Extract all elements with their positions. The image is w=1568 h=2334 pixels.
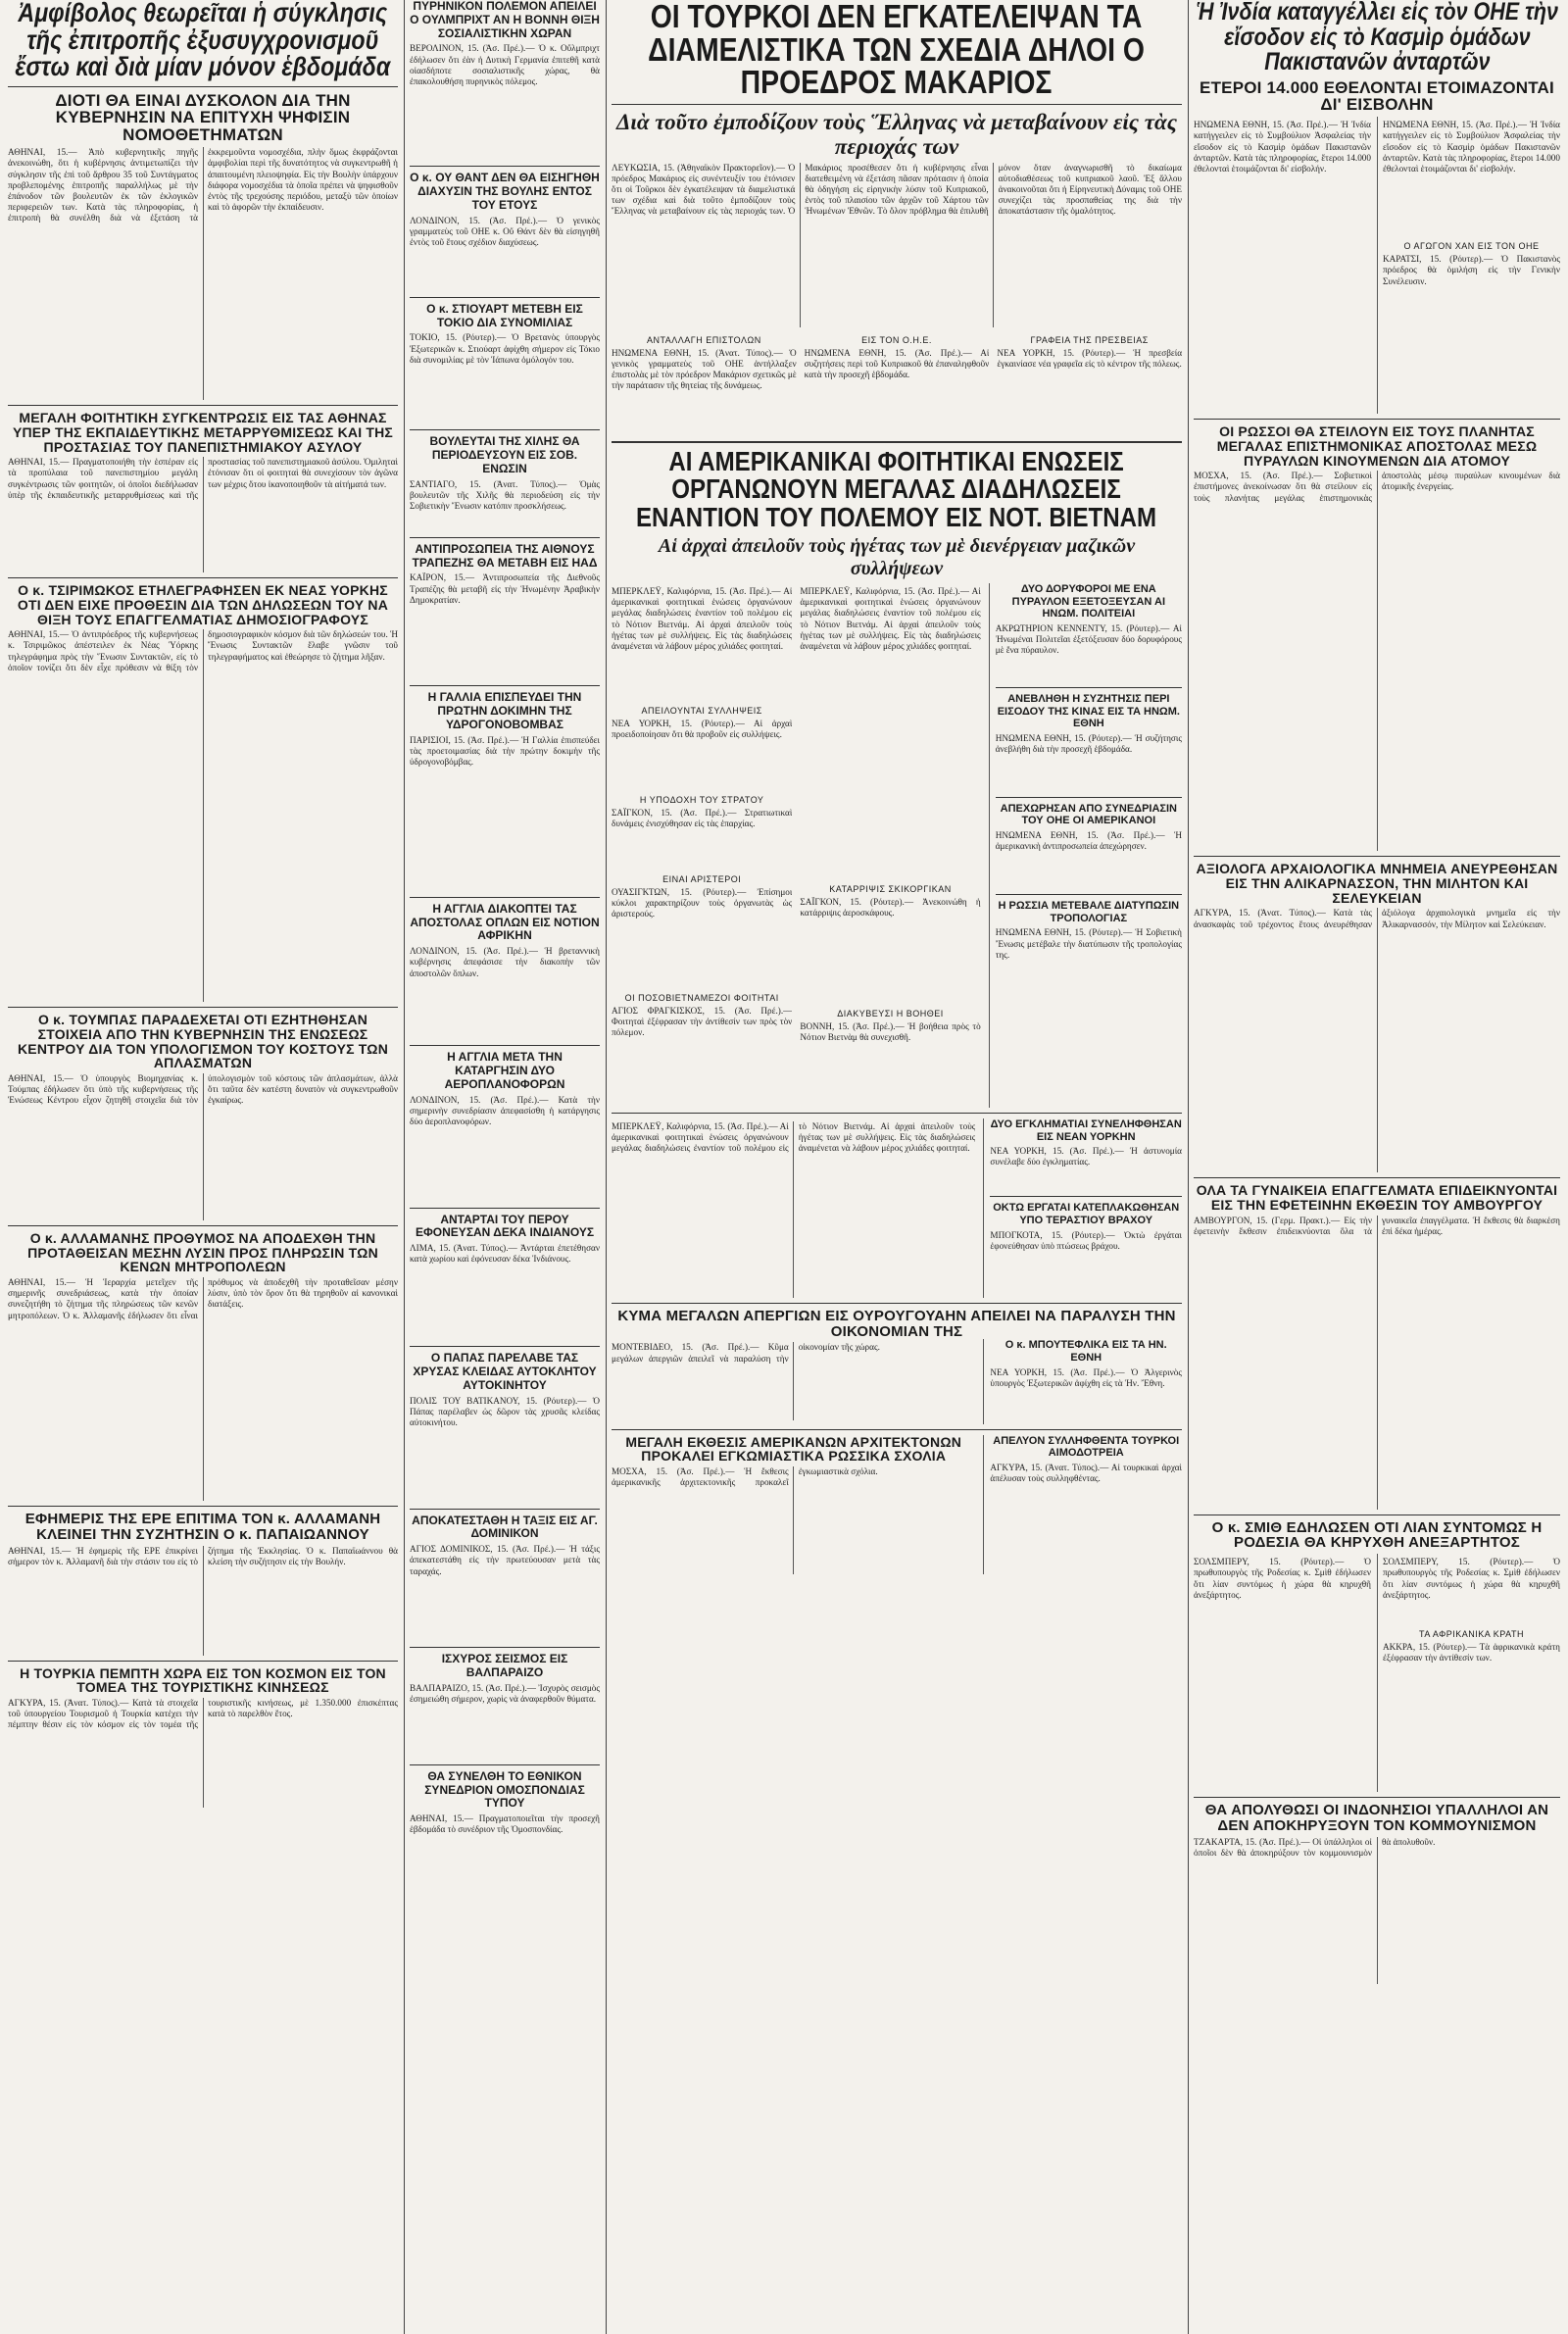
main-headline: ΟΙ ΤΟΥΡΚΟΙ ΔΕΝ ΕΓΚΑΤΕΛΕΙΨΑΝ ΤΑ ΔΙΑΜΕΛΙΣΤΙΚΑ ΤΩΝ ΣΧΕΔΙΑ ΔΗΛΟΙ Ο ΠΡΟΕΔΡΟΣ ΜΑΚΑΡΙΟΣ (648, 0, 1146, 101)
headline: ΑΠΕΧΩΡΗΣΑΝ ΑΠΟ ΣΥΝΕΔΡΙΑΣΙΝ ΤΟΥ ΟΗΕ ΟΙ ΑΜΕΡΙΚΑΝΟΙ (1000, 802, 1178, 827)
story-makarios (612, 0, 1182, 436)
article-body: ΝΕΑ ΥΟΡΚΗ, 15. (Ἀσ. Πρέ.).— Ἡ ἀστυνομία συνέλαβε δύο ἐγκληματίας. (990, 1146, 1182, 1167)
article-body: ΤΟΚΙΟ, 15. (Ρόυτερ).— Ὁ Βρετανὸς ὑπουργὸς Ἐξωτερικῶν κ. Στιούαρτ ἀφίχθη σήμερον εἰς Τόκιο διὰ συνομιλίας μὲ τὸν Ἰάπωνα ὁμόλογόν του. (410, 332, 600, 365)
main-subheadline: Διὰ τοῦτο ἐμποδίζουν τοὺς Ἕλληνας νὰ μεταβαίνουν εἰς τὰς περιοχάς των (616, 109, 1177, 160)
article-body: ΜΠΕΡΚΛΕΫ, Καλιφόρνια, 15. (Ἀσ. Πρέ.).— Αἱ ἀμερικανικαὶ φοιτητικαὶ ἑνώσεις ὀργανώνουν μεγάλας διαδηλώσεις ἐναντίον τοῦ πολέμου εἰς τὸ Νότιον Βιετνάμ. Αἱ ἀρχαὶ ἀπειλοῦν τοὺς ἡγέτας των μὲ συλλήψεις. Εἰς τὰς διαδηλώσεις ἀναμένεται νὰ λάβουν μέρος χιλιάδες φοιτηταί. (612, 585, 793, 651)
headline: Η ΡΩΣΣΙΑ ΜΕΤΕΒΑΛΕ ΔΙΑΤΥΠΩΣΙΝ ΤΡΟΠΟΛΟΓΙΑΣ (998, 900, 1180, 924)
headline: Η ΤΟΥΡΚΙΑ ΠΕΜΠΤΗ ΧΩΡΑ ΕΙΣ ΤΟΝ ΚΟΣΜΟΝ ΕΙΣ ΤΟΝ ΤΟΜΕΑ ΤΗΣ ΤΟΥΡΙΣΤΙΚΗΣ ΚΙΝΗΣΕΩΣ (20, 1664, 386, 1696)
article-body: ΝΕΑ ΥΟΡΚΗ, 15. (Ρόυτερ).— Ἡ πρεσβεία ἐγκαινίασε νέα γραφεῖα εἰς τὸ κέντρον τῆς πόλεως. (997, 347, 1183, 369)
subhead: ΑΠΕΙΛΟΥΝΤΑΙ ΣΥΛΛΗΨΕΙΣ (641, 705, 762, 716)
headline: ΕΦΗΜΕΡΙΣ ΤΗΣ ΕΡΕ ΕΠΙΤΙΜΑ ΤΟΝ κ. ΑΛΛΑΜΑΝΗ ΚΛΕΙΝΕΙ ΤΗΝ ΣΥΖΗΤΗΣΙΝ Ο κ. ΠΑΠΑΙΩΑΝΝΟΥ (24, 1511, 381, 1543)
subhead: ΕΙΣ ΤΟΝ Ο.Η.Ε. (861, 334, 932, 345)
headline: ΟΛΑ ΤΑ ΓΥΝΑΙΚΕΙΑ ΕΠΑΓΓΕΛΜΑΤΑ ΕΠΙΔΕΙΚΝΥΟΝΤΑΙ ΕΙΣ ΤΗΝ ΕΦΕΤΕΙΝΗΝ ΕΚΘΕΣΙΝ ΤΟΥ ΑΜΒΟΥΡΓΟΥ (1196, 1182, 1558, 1213)
article-body: ΟΥΑΣΙΓΚΤΩΝ, 15. (Ρόυτερ).— Ἐπίσημοι κύκλοι χαρακτηρίζουν τοὺς ὀργανωτὰς ὡς ἀριστερούς. (612, 886, 793, 919)
article-body: ΜΟΣΧΑ, 15. (Ἀσ. Πρέ.).— Ἡ ἔκθεσις ἀμερικανικῆς ἀρχιτεκτονικῆς προκαλεῖ ἐγκωμιαστικὰ σχόλια. (612, 1466, 878, 1488)
story-turkey-tourism (8, 1666, 398, 1808)
headline: ΔΥΟ ΔΟΡΥΦΟΡΟΙ ΜΕ ΕΝΑ ΠΥΡΑΥΛΟΝ ΕΞΕΤΟΞΕΥΣΑΝ ΑΙ ΗΝΩΜ. ΠΟΛΙΤΕΙΑΙ (1011, 582, 1166, 621)
story-committee (8, 0, 398, 400)
article-body: ΜΠΕΡΚΛΕΫ, Καλιφόρνια, 15. (Ἀσ. Πρέ.).— Αἱ ἀμερικανικαὶ φοιτητικαὶ ἑνώσεις ὀργανώνουν μεγάλας διαδηλώσεις ἐναντίον τοῦ πολέμου εἰς τὸ Νότιον Βιετνάμ. Αἱ ἀρχαὶ ἀπειλοῦν τοὺς ἡγέτας των μὲ συλλήψεις. Εἰς τὰς διαδηλώσεις ἀναμένεται νὰ λάβουν μέρος χιλιάδες φοιτηταί. (800, 585, 981, 651)
headline: Ο κ. ΜΠΟΥΤΕΦΛΙΚΑ ΕΙΣ ΤΑ ΗΝ. ΕΘΝΗ (1004, 1339, 1167, 1365)
article-body: ΑΓΚΥΡΑ, 15. (Ἀνατ. Τύπος).— Αἱ τουρκικαὶ ἀρχαὶ ἀπέλυσαν τοὺς συλληφθέντας. (990, 1463, 1182, 1484)
story-students (8, 411, 398, 572)
article-body: ΛΟΝΔΙΝΟΝ, 15. (Ἀσ. Πρέ.).— Ὁ γενικὸς γραμματεὺς τοῦ ΟΗΕ κ. Οὔ Θάντ δὲν θὰ εἰσηγηθῆ ἐντὸς τοῦ ἔτους σχέδιον διαχύσεως. (410, 215, 600, 248)
article-body: ΣΑΪΓΚΟΝ, 15. (Ρόυτερ).— Ἀνεκοινώθη ἡ κατάρριψις ἀεροσκάφους. (800, 896, 981, 919)
article-body: ΗΝΩΜΕΝΑ ΕΘΝΗ, 15. (Ἀσ. Πρέ.).— Ἡ ἀμερικανικὴ ἀντιπροσωπεία ἀπεχώρησεν. (995, 830, 1182, 852)
story-dominican (410, 1515, 600, 1643)
column-rule (606, 0, 607, 2334)
article-body: ΜΟΝΤΕΒΙΔΕΟ, 15. (Ἀσ. Πρέ.).— Κῦμα μεγάλων ἀπεργιῶν ἀπειλεῖ νὰ παραλύση τὴν οἰκονομίαν τῆς χώρας. (612, 1342, 880, 1364)
subheadline: ΕΤΕΡΟΙ 14.000 ΕΘΕΛΟΝΤΑΙ ΕΤΟΙΜΑΖΟΝΤΑΙ ΔΙ' ΕΙΣΒΟΛΗΝ (1200, 77, 1554, 115)
article-body: ΜΠΕΡΚΛΕΫ, Καλιφόρνια, 15. (Ἀσ. Πρέ.).— Αἱ ἀμερικανικαὶ φοιτητικαὶ ἑνώσεις ὀργανώνουν μεγάλας διαδηλώσεις ἐναντίον τοῦ πολέμου εἰς τὸ Νότιον Βιετνάμ. Αἱ ἀρχαὶ ἀπειλοῦν τοὺς ἡγέτας των μὲ συλλήψεις. Εἰς τὰς διαδηλώσεις ἀναμένεται νὰ λάβουν μέρος χιλιάδες φοιτηταί. (612, 1120, 976, 1154)
article-body: ΣΑΝΤΙΑΓΟ, 15. (Ἀνατ. Τύπος).— Ὁμὰς βουλευτῶν τῆς Χιλῆς θὰ περιοδεύση εἰς τὴν Σοβιετικὴν Ἕνωσιν κατόπιν προσκλήσεως. (410, 478, 600, 512)
headline: ΑΝΕΒΛΗΘΗ Η ΣΥΖΗΤΗΣΙΣ ΠΕΡΙ ΕΙΣΟΔΟΥ ΤΗΣ ΚΙΝΑΣ ΕΙΣ ΤΑ ΗΝΩΜ. ΕΘΝΗ (997, 692, 1180, 730)
story-toumbas (8, 1013, 398, 1220)
subheadline: Αἱ ἀρχαὶ ἀπειλοῦν τοὺς ἡγέτας των μὲ διενέργειαν μαζικῶν συλλήψεων (658, 535, 1136, 579)
headline: Ο κ. ΣΜΙΘ ΕΔΗΛΩΣΕΝ ΟΤΙ ΛΙΑΝ ΣΥΝΤΟΜΩΣ Η ΡΟΔΕΣΙΑ ΘΑ ΚΗΡΥΧΘΗ ΑΝΕΞΑΡΤΗΤΟΣ (1211, 1518, 1543, 1552)
headline: ΚΥΜΑ ΜΕΓΑΛΩΝ ΑΠΕΡΓΙΩΝ ΕΙΣ ΟΥΡΟΥΓΟΥΑΗΝ ΑΠΕΙΛΕΙ ΝΑ ΠΑΡΑΛΥΣΗ ΤΗΝ ΟΙΚΟΝΟΜΙΑΝ ΤΗΣ (617, 1307, 1176, 1340)
article-body: ΑΘΗΝΑΙ, 15.— Πραγματοποιεῖται τὴν προσεχῆ ἑβδομάδα τὸ συνέδριον τῆς Ὁμοσπονδίας. (410, 1813, 600, 1835)
headline: ΑΝΤΙΠΡΟΣΩΠΕΙΑ ΤΗΣ ΑΙΘΝΟΥΣ ΤΡΑΠΕΖΗΣ ΘΑ ΜΕΤΑΒΗ ΕΙΣ ΗΑΔ (412, 541, 598, 570)
story-france-hbomb (410, 691, 600, 891)
story-hamburg (1194, 1183, 1560, 1509)
article-body: ΑΚΡΩΤΗΡΙΟΝ ΚΕΝΝΕΝΤΥ, 15. (Ρόυτερ).— Αἱ Ἡνωμέναι Πολιτεῖαι ἐξετόξευσαν δύο δορυφόρους μὲ ἕνα πύραυλον. (995, 622, 1182, 656)
subhead: ΓΡΑΦΕΙΑ ΤΗΣ ΠΡΕΣΒΕΙΑΣ (1030, 334, 1149, 345)
headline: ΙΣΧΥΡΟΣ ΣΕΙΣΜΟΣ ΕΙΣ ΒΑΛΠΑΡΑΙΖΟ (441, 1652, 568, 1679)
article-body: ΗΝΩΜΕΝΑ ΕΘΝΗ, 15. (Ἀσ. Πρέ.).— Ἡ Ἰνδία κατήγγειλεν εἰς τὸ Συμβούλιον Ἀσφαλείας τὴν εἴσοδον εἰς τὸ Κασμὶρ ὁμάδων Πακιστανῶν ἀνταρτῶν. Κατὰ τὰς πληροφορίας, ἕτεροι 14.000 ἐθελονταὶ ἑτοιμάζονται δι' εἰσβολήν. (1194, 120, 1371, 174)
article-body: ΝΕΑ ΥΟΡΚΗ, 15. (Ρόυτερ).— Αἱ ἀρχαὶ προειδοποίησαν ὅτι θὰ προβοῦν εἰς συλλήψεις. (612, 718, 793, 740)
story-uthant (410, 172, 600, 291)
article-body: ΜΟΣΧΑ, 15. (Ἀσ. Πρέ.).— Σοβιετικοὶ ἐπιστήμονες ἀνεκοίνωσαν ὅτι θὰ στείλουν εἰς τοὺς πλανήτας μεγάλας ἐπιστημονικὰς ἀποστολὰς μέσῳ πυραύλων κινουμένων διὰ ἀτομικῆς ἐνεργείας. (1194, 471, 1560, 503)
article-body: ΣΟΛΣΜΠΕΡΥ, 15. (Ρόυτερ).— Ὁ πρωθυπουργὸς τῆς Ροδεσίας κ. Σμὶθ ἐδήλωσεν ὅτι λίαν συντόμως ἡ χώρα θὰ κηρυχθῆ ἀνεξάρτητος. (1383, 1557, 1560, 1600)
article-body: ΗΝΩΜΕΝΑ ΕΘΝΗ, 15. (Ρόυτερ).— Ἡ συζήτησις ἀνεβλήθη διὰ τὴν προσεχῆ ἑβδομάδα. (995, 732, 1182, 755)
headline: ΜΕΓΑΛΗ ΦΟΙΤΗΤΙΚΗ ΣΥΓΚΕΝΤΡΩΣΙΣ ΕΙΣ ΤΑΣ ΑΘΗΝΑΣ ΥΠΕΡ ΤΗΣ ΕΚΠΑΙΔΕΥΤΙΚΗΣ ΜΕΤΑΡΡΥΘΜΙΣΕΩΣ ΚΑΙ ΤΗΣ ΠΡΟΣΤΑΣΙΑΣ ΤΟΥ ΠΑΝΕΠΙΣΤΗΜΙΑΚΟΥ ΑΣΥΛΟΥ (12, 410, 394, 455)
story-allamanis (8, 1231, 398, 1501)
headline: ΟΙ ΡΩΣΣΟΙ ΘΑ ΣΤΕΙΛΟΥΝ ΕΙΣ ΤΟΥΣ ΠΛΑΝΗΤΑΣ ΜΕΓΑΛΑΣ ΕΠΙΣΤΗΜΟΝΙΚΑΣ ΑΠΟΣΤΟΛΑΣ ΜΕΣΩ ΠΥΡΑΥΛΩΝ ΚΙΝΟΥΜΕΝΩΝ ΔΙΑ ΑΤΟΜΟΥ (1216, 423, 1538, 469)
headline: Ο ΠΑΠΑΣ ΠΑΡΕΛΑΒΕ ΤΑΣ ΧΡΥΣΑΣ ΚΛΕΙΔΑΣ ΑΥΤΟΚΛΗΤΟΥ ΑΥΤΟΚΙΝΗΤΟΥ (413, 1351, 597, 1392)
article-body: ΛΙΜΑ, 15. (Ἀνατ. Τύπος).— Ἀντάρται ἐπετέθησαν κατὰ χωρίου καὶ ἐφόνευσαν δέκα Ἰνδιάνους. (410, 1243, 600, 1265)
center-column (612, 0, 1182, 2334)
story-us-students (612, 445, 1182, 1108)
headline: Ἀμφίβολος θεωρεῖται ἡ σύγκλησις τῆς ἐπιτροπῆς ἐξυσυγχρονισμοῦ ἔστω καὶ διὰ μίαν μόνον ἑβδομάδα (15, 0, 391, 82)
mid-left-column (410, 0, 600, 2334)
headline: ΘΑ ΣΥΝΕΛΘΗ ΤΟ ΕΘΝΙΚΟΝ ΣΥΝΕΔΡΙΟΝ ΟΜΟΣΠΟΝΔΙΑΣ ΤΥΠΟΥ (424, 1768, 585, 1811)
story-tsirimokos (8, 583, 398, 1002)
article-body: ΗΝΩΜΕΝΑ ΕΘΝΗ, 15. (Ἀσ. Πρέ.).— Αἱ συζητήσεις περὶ τοῦ Κυπριακοῦ θὰ ἐπαναληφθοῦν κατὰ τὴν προσεχῆ ἑβδομάδα. (804, 347, 990, 379)
headline: ΒΟΥΛΕΥΤΑΙ ΤΗΣ ΧΙΛΗΣ ΘΑ ΠΕΡΙΟΔΕΥΣΟΥΝ ΕΙΣ ΣΟΒ. ΕΝΩΣΙΝ (429, 434, 580, 475)
headline: Η ΑΓΓΛΙΑ ΜΕΤΑ ΤΗΝ ΚΑΤΑΡΓΗΣΙΝ ΔΥΟ ΑΕΡΟΠΛΑΝΟΦΟΡΩΝ (444, 1050, 565, 1091)
article-body: ΜΠΟΓΚΟΤΑ, 15. (Ρόυτερ).— Ὀκτὼ ἐργάται ἐφονεύθησαν ὑπὸ πτώσεως βράχου. (990, 1229, 1182, 1251)
box-un (805, 331, 990, 436)
article-body: ΛΟΝΔΙΝΟΝ, 15. (Ἀσ. Πρέ.).— Κατὰ τὴν σημερινὴν συνεδρίασιν ἀπεφασίσθη ἡ κατάργησις δύο ἀεροπλανοφόρων. (410, 1094, 600, 1126)
subhead: ΟΙ ΠΟΣΟΒΙΕΤΝΑΜΕΖΟΙ ΦΟΙΤΗΤΑΙ (624, 992, 779, 1003)
article-body: ΑΓΚΥΡΑ, 15. (Ἀνατ. Τύπος).— Κατὰ τὰ στοιχεῖα τοῦ ὑπουργείου Τουρισμοῦ ἡ Τουρκία κατέχει τὴν πέμπτην θέσιν εἰς τὸν κόσμον εἰς τὸν τομέα τῆς τουριστικῆς κινήσεως, μὲ 1.350.000 ἐπισκέπτας κατὰ τὸ παρελθὸν ἔτος. (8, 1697, 398, 1730)
article-body: ΣΑΪΓΚΟΝ, 15. (Ἀσ. Πρέ.).— Στρατιωτικαὶ δυνάμεις ἐνισχύθησαν εἰς τὰς ἐπαρχίας. (612, 807, 793, 829)
headline: Η ΑΓΓΛΙΑ ΔΙΑΚΟΠΤΕΙ ΤΑΣ ΑΠΟΣΤΟΛΑΣ ΟΠΛΩΝ ΕΙΣ ΝΟΤΙΟΝ ΑΦΡΙΚΗΝ (410, 901, 600, 943)
headline: ΑΠΕΛΥΟΝ ΣΥΛΛΗΦΘΕΝΤΑ ΤΟΥΡΚΟΙ ΑΙΜΟΔΟΤΡΕΙΑ (993, 1434, 1180, 1460)
story-chile (410, 435, 600, 531)
article-body: ΗΝΩΜΕΝΑ ΕΘΝΗ, 15. (Ἀσ. Πρέ.).— Ἡ Ἰνδία κατήγγειλεν εἰς τὸ Συμβούλιον Ἀσφαλείας τὴν εἴσοδον εἰς τὸ Κασμὶρ ὁμάδων Πακιστανῶν ἀνταρτῶν. Κατὰ τὰς πληροφορίας, ἕτεροι 14.000 ἐθελονταὶ ἑτοιμάζονται δι' εἰσβολήν. (1383, 120, 1560, 174)
right-column (1194, 0, 1560, 2334)
story-india-kashmir (1194, 0, 1560, 414)
headline: Η ΓΑΛΛΙΑ ΕΠΙΣΠΕΥΔΕΙ ΤΗΝ ΠΡΩΤΗΝ ΔΟΚΙΜΗΝ ΤΗΣ ΥΔΡΟΓΟΝΟΒΟΜΒΑΣ (427, 690, 582, 731)
article-body: ΗΝΩΜΕΝΑ ΕΘΝΗ, 15. (Ἀνατ. Τύπος).— Ὁ γενικὸς γραμματεὺς τοῦ ΟΗΕ ἀντήλλαξεν ἐπιστολὰς μὲ τὸν πρόεδρον Μακάριον σχετικῶς μὲ τὴν παράτασιν τῆς θητείας τῆς δυνάμεως. (612, 347, 797, 391)
headline: Ο κ. ΤΣΙΡΙΜΩΚΟΣ ΕΤΗΛΕΓΡΑΦΗΣΕΝ ΕΚ ΝΕΑΣ ΥΟΡΚΗΣ ΟΤΙ ΔΕΝ ΕΙΧΕ ΠΡΟΘΕΣΙΝ ΔΙΑ ΤΩΝ ΔΗΛΩΣΕΩΝ ΤΟΥ ΝΑ ΘΙΞΗ ΤΟΥΣ ΕΠΑΓΓΕΛΜΑΤΙΑΣ ΔΗΜΟΣΙΟΓΡΑΦΟΥΣ (17, 582, 389, 627)
article-body: ΑΘΗΝΑΙ, 15.— Ἡ Ἱεραρχία μετεῖχεν τῆς σημερινῆς συνεδριάσεως, κατὰ τὴν ὁποίαν συνεζητήθη τὸ ζήτημα τῆς πληρώσεως τῶν κενῶν μητροπόλεων. Ὁ κ. Ἀλλαμανῆς ἐδήλωσεν ὅτι εἶναι πρόθυμος νὰ ἀποδεχθῆ τὴν προταθεῖσαν μέσην λύσιν, ὑπὸ τὸν ὅρον ὅτι θὰ τηρηθοῦν αἱ κανονικαὶ διατάξεις. (8, 1277, 398, 1320)
subheadline: ΔΙΟΤΙ ΘΑ ΕΙΝΑΙ ΔΥΣΚΟΛΟΝ ΔΙΑ ΤΗΝ ΚΥΒΕΡΝΗΣΙΝ ΝΑ ΕΠΙΤΥΧΗ ΨΗΦΙΣΙΝ ΝΟΜΟΘΕΤΗΜΑΤΩΝ (55, 90, 351, 145)
headline: ΠΥΡΗΝΙΚΟΝ ΠΟΛΕΜΟΝ ΑΠΕΙΛΕΙ Ο ΟΥΛΜΠΡΙΧΤ ΑΝ Η ΒΟΝΝΗ ΘΙΞΗ ΣΟΣΙΑΛΙΣΤΙΚΗΝ ΧΩΡΑΝ (410, 0, 600, 40)
headline: ΑΙ ΑΜΕΡΙΚΑΝΙΚΑΙ ΦΟΙΤΗΤΙΚΑΙ ΕΝΩΣΕΙΣ ΟΡΓΑΝΩΝΟΥΝ ΜΕΓΑΛΑΣ ΔΙΑΔΗΛΩΣΕΙΣ ΕΝΑΝΤΙΟΝ ΤΟΥ ΠΟΛΕΜΟΥ ΕΙΣ ΝΟΤ. ΒΙΕΤΝΑΜ (636, 445, 1157, 532)
story-uk-arms (410, 903, 600, 1040)
column-rule (404, 0, 405, 2334)
story-stewart (410, 303, 600, 425)
box-embassy (997, 331, 1182, 436)
article-body: ΚΑΪΡΟΝ, 15.— Ἀντιπροσωπεία τῆς Διεθνοῦς Τραπέζης θὰ μεταβῆ εἰς τὴν Ἡνωμένην Ἀραβικὴν Δημοκρατίαν. (410, 572, 600, 605)
article-body: ΑΓΙΟΣ ΔΟΜΙΝΙΚΟΣ, 15. (Ἀσ. Πρέ.).— Ἡ τάξις ἀπεκατεστάθη εἰς τὴν πρωτεύουσαν μετὰ τὰς ταραχάς. (410, 1544, 600, 1576)
story-uruguay (612, 1309, 1182, 1424)
subhead: ΕΙΝΑΙ ΑΡΙΣΤΕΡΟΙ (662, 873, 742, 884)
story-soviet-planets (1194, 424, 1560, 851)
story-peru (410, 1214, 600, 1342)
article-body: ΑΘΗΝΑΙ, 15.— Ἀπὸ κυβερνητικῆς πηγῆς ἀνεκοινώθη, ὅτι ἡ κυβέρνησις ἀντιμετωπίζει τὴν σύγκλησιν τῆς ἐπὶ τοῦ ἄρθρου 35 τοῦ Συντάγματος προβλεπομένης ἐπιτροπῆς παραλλήλως μὲ τὴν ἐπάνοδον τῶν βουλευτῶν ἐκ τῶν ἐκλογικῶν περιφερειῶν των. Κατὰ τὰς πληροφορίας, ἡ ἐπιτροπὴ θὰ συνέλθη διὰ νὰ ἐξετάση τὰ ἐκκρεμοῦντα νομοσχέδια, πλὴν ὅμως ἐκφράζονται ἀμφιβολίαι περὶ τῆς δυνατότητος νὰ συγκεντρωθῆ ἡ ἀπαιτουμένη πλειοψηφία. Εἰς τὴν Βουλὴν ὑπάρχουν διάφορα νομοσχέδια τὰ ὁποῖα πρέπει νὰ ψηφισθοῦν ἐντὸς τῆς τρεχούσης περιόδου, μεταξὺ τῶν ὁποίων καὶ τὸ ἀφορῶν τὴν ἐκπαίδευσιν. (8, 147, 398, 223)
article-body: ΤΖΑΚΑΡΤΑ, 15. (Ἀσ. Πρέ.).— Οἱ ὑπάλληλοι οἱ ὁποῖοι δὲν θὰ ἀποκηρύξουν τὸν κομμουνισμὸν θὰ ἀπολυθοῦν. (1194, 1836, 1436, 1858)
article-body: ΒΑΛΠΑΡΑΙΖΟ, 15. (Ἀσ. Πρέ.).— Ἰσχυρὸς σεισμὸς ἐσημειώθη σήμερον, χωρὶς νὰ ἀναφερθοῦν θύματα. (410, 1682, 600, 1704)
subhead: ΑΝΤΑΛΛΑΓΗ ΕΠΙΣΤΟΛΩΝ (646, 334, 761, 345)
story-press-congress (410, 1770, 600, 1882)
headline: Ο κ. ΤΟΥΜΠΑΣ ΠΑΡΑΔΕΧΕΤΑΙ ΟΤΙ ΕΖΗΤΗΘΗΣΑΝ ΣΤΟΙΧΕΙΑ ΑΠΟ ΤΗΝ ΚΥΒΕΡΝΗΣΙΝ ΤΗΣ ΕΝΩΣΕΩΣ ΚΕΝΤΡΟΥ ΔΙΑ ΤΟΝ ΥΠΟΛΟΓΙΣΜΟΝ ΤΟΥ ΚΟΣΤΟΥΣ ΤΩΝ ΑΠΛΑΣΜΑΤΩΝ (17, 1012, 389, 1071)
article-body: ΑΘΗΝΑΙ, 15.— Ὁ ἀντιπρόεδρος τῆς κυβερνήσεως κ. Τσιριμῶκος ἀπέστειλεν ἐκ Νέας Ὑόρκης τηλεγράφημα πρὸς τὴν Ἕνωσιν Συντακτῶν, εἰς τὸ ὁποῖον τονίζει ὅτι δὲν εἶχε πρόθεσιν νὰ θίξη τὸν δημοσιογραφικὸν κόσμον διὰ τῶν δηλώσεών του. Ἡ Ἕνωσις Συντακτῶν ἔλαβε γνῶσιν τοῦ τηλεγραφήματος καὶ ἐθεώρησε τὸ ζήτημα λῆξαν. (8, 629, 398, 672)
subhead: ΚΑΤΑΡΡΙΨΙΣ ΣΚΙΚΟΡΓΙΚΑΝ (829, 883, 952, 894)
article-body: ΠΑΡΙΣΙΟΙ, 15. (Ἀσ. Πρέ.).— Ἡ Γαλλία ἐπισπεύδει τὰς προετοιμασίας διὰ τὴν πρώτην δοκιμὴν τῆς ὑδρογονοβόμβας. (410, 734, 600, 768)
headline: ΟΚΤΩ ΕΡΓΑΤΑΙ ΚΑΤΕΠΛΑΚΩΘΗΣΑΝ ΥΠΟ ΤΕΡΑΣΤΙΟΥ ΒΡΑΧΟΥ (993, 1202, 1180, 1226)
article-body: ΒΕΡΟΛΙΝΟΝ, 15. (Ἀσ. Πρέ.).— Ὁ κ. Οὔλμπριχτ ἐδήλωσεν ὅτι ἐὰν ἡ Δυτικὴ Γερμανία ἐπιτεθῆ κατὰ οἱασδήποτε σοσιαλιστικῆς χώρας, θὰ ἐπακολουθήση πυρηνικὸς πόλεμος. (410, 43, 600, 86)
headline: Ἡ Ἰνδία καταγγέλλει εἰς τὸν ΟΗΕ τὴν εἴσοδον εἰς τὸ Κασμὶρ ὁμάδων Πακιστανῶν ἀνταρτῶν (1196, 0, 1558, 75)
headline: Ο κ. ΟΥ ΘΑΝΤ ΔΕΝ ΘΑ ΕΙΣΗΓΗΘΗ ΔΙΑΧΥΣΙΝ ΤΗΣ ΒΟΥΛΗΣ ΕΝΤΟΣ ΤΟΥ ΕΤΟΥΣ (410, 171, 600, 212)
article-body: ΑΘΗΝΑΙ, 15.— Ὁ ὑπουργὸς Βιομηχανίας κ. Τούμπας ἐδήλωσεν ὅτι ὑπὸ τῆς κυβερνήσεως τῆς Ἑνώσεως Κέντρου εἶχον ζητηθῆ στοιχεῖα διὰ τὸν ὑπολογισμὸν τοῦ κόστους τῶν ἀπλασμάτων, ἀλλὰ ὅτι ταῦτα δὲν κατέστη δυνατὸν νὰ συγκεντρωθοῦν ἐγκαίρως. (8, 1073, 398, 1106)
headline: ΘΑ ΑΠΟΛΥΘΩΣΙ ΟΙ ΙΝΔΟΝΗΣΙΟΙ ΥΠΑΛΛΗΛΟΙ ΑΝ ΔΕΝ ΑΠΟΚΗΡΥΞΟΥΝ ΤΟΝ ΚΟΜΜΟΥΝΙΣΜΟΝ (1204, 1802, 1549, 1834)
story-indonesia (1194, 1803, 1560, 1984)
article-body: ΑΘΗΝΑΙ, 15.— Πραγματοποιήθη τὴν ἑσπέραν εἰς τὰ προπύλαια τοῦ πανεπιστημίου μεγάλη συγκέντρωσις τῶν φοιτητῶν, οἱ ὁποῖοι διεδήλωσαν ὑπὲρ τῆς ἐκπαιδευτικῆς μεταρρυθμίσεως καὶ τῆς προστασίας τοῦ πανεπιστημιακοῦ ἀσύλου. Ὁμιληταὶ ἐτόνισαν ὅτι οἱ φοιτηταὶ θὰ συνεχίσουν τὸν ἀγῶνα των μέχρις ὅτου ἱκανοποιηθοῦν τὰ αἰτήματά των. (8, 457, 398, 500)
article-body: ΣΟΛΣΜΠΕΡΥ, 15. (Ρόυτερ).— Ὁ πρωθυπουργὸς τῆς Ροδεσίας κ. Σμὶθ ἐδήλωσεν ὅτι λίαν συντόμως ἡ χώρα θὰ κηρυχθῆ ἀνεξάρτητος. (1194, 1557, 1371, 1600)
subhead: ΤΑ ΑΦΡΙΚΑΝΙΚΑ ΚΡΑΤΗ (1419, 1629, 1524, 1640)
column-rule (1188, 0, 1189, 2334)
headline: ΑΠΟΚΑΤΕΣΤΑΘΗ Η ΤΑΞΙΣ ΕΙΣ ΑΓ. ΔΟΜΙΝΙΚΟΝ (412, 1513, 598, 1541)
article-body: ΝΕΑ ΥΟΡΚΗ, 15. (Ἀσ. Πρέ.).— Ὁ Ἀλγερινὸς ὑπουργὸς Ἐξωτερικῶν ἀφίχθη εἰς τὰ Ἡν. Ἔθνη. (990, 1366, 1182, 1388)
headline: Ο κ. ΣΤΙΟΥΑΡΤ ΜΕΤΕΒΗ ΕΙΣ ΤΟΚΙΟ ΔΙΑ ΣΥΝΟΜΙΛΙΑΣ (426, 301, 583, 329)
left-column (8, 0, 398, 2334)
subhead: ΔΙΑΚΥΒΕΥΣΙ Η ΒΟΗΘΕΙ (837, 1008, 944, 1018)
box-letters (612, 331, 797, 436)
story-valparaiso (410, 1653, 600, 1760)
article-body: ΑΓΙΟΣ ΦΡΑΓΚΙΣΚΟΣ, 15. (Ἀσ. Πρέ.).— Φοιτηταὶ ἐξέφρασαν τὴν ἀντίθεσίν των πρὸς τὸν πόλεμον. (612, 1005, 793, 1038)
headline: ΑΞΙΟΛΟΓΑ ΑΡΧΑΙΟΛΟΓΙΚΑ ΜΝΗΜΕΙΑ ΑΝΕΥΡΕΘΗΣΑΝ ΕΙΣ ΤΗΝ ΑΛΙΚΑΡΝΑΣΣΟΝ, ΤΗΝ ΜΙΛΗΤΟΝ ΚΑΙ ΣΕΛΕΥΚΕΙΑΝ (1196, 861, 1558, 906)
story-smith-rhodesia (1194, 1520, 1560, 1793)
article-body: ΗΝΩΜΕΝΑ ΕΘΝΗ, 15. (Ρόυτερ).— Ἡ Σοβιετικὴ Ἕνωσις μετέβαλε τὴν διατύπωσιν τῆς τροπολογίας της. (995, 927, 1182, 960)
article-body: ΛΕΥΚΩΣΙΑ, 15. (Ἀθηναϊκὸν Πρακτορεῖον).— Ὁ πρόεδρος Μακάριος εἰς συνέντευξίν του ἐτόνισεν ὅτι οἱ Τοῦρκοι δὲν ἐγκατέλειψαν τὰ διαμελιστικά των σχέδια καὶ διὰ τοῦτο ἐμποδίζουν τοὺς Ἕλληνας νὰ μεταβαίνουν εἰς τὰς περιοχάς των. Ὁ Μακάριος προσέθεσεν ὅτι ἡ κυβέρνησις εἶναι διατεθειμένη νὰ ἐξετάση πᾶσαν πρότασιν ἡ ὁποία θὰ ὁδηγήση εἰς εἰρηνικὴν λύσιν τοῦ Κυπριακοῦ, ἐντὸς τοῦ πλαισίου τῶν ἀρχῶν τοῦ Χάρτου τῶν Ἡνωμένων Ἐθνῶν. Τὸ ὅλον πρόβλημα θὰ ἐπιλυθῆ μόνον ὅταν ἀναγνωρισθῆ τὸ δικαίωμα αὐτοδιαθέσεως τοῦ κυπριακοῦ λαοῦ. Ἐξ ἄλλου ἀνακοινοῦται ὅτι ἡ Εἰρηνευτικὴ Δύναμις τοῦ ΟΗΕ συνεχίζει τὰς προσπαθείας της διὰ τὴν ἀποκατάστασιν τῆς ὁμαλότητος. (612, 162, 1182, 217)
article-body: ΛΟΝΔΙΝΟΝ, 15. (Ἀσ. Πρέ.).— Ἡ βρεταννικὴ κυβέρνησις ἀπεφάσισε τὴν διακοπὴν τῶν ἀποστολῶν ὅπλων. (410, 946, 600, 978)
article-body: ΑΓΚΥΡΑ, 15. (Ἀνατ. Τύπος).— Κατὰ τὰς ἀνασκαφὰς τοῦ τρέχοντος ἔτους ἀνευρέθησαν ἀξιόλογα ἀρχαιολογικὰ μνημεῖα εἰς τὴν Ἁλικαρνασσόν, τὴν Μίλητον καὶ Σελεύκειαν. (1194, 908, 1560, 929)
subhead: Ο ΑΓΩΓΟΝ ΧΑΝ ΕΙΣ ΤΟΝ ΟΗΕ (1403, 241, 1540, 252)
headline: ΜΕΓΑΛΗ ΕΚΘΕΣΙΣ ΑΜΕΡΙΚΑΝΩΝ ΑΡΧΙΤΕΚΤΟΝΩΝ ΠΡΟΚΑΛΕΙ ΕΓΚΩΜΙΑΣΤΙΚΑ ΡΩΣΣΙΚΑ ΣΧΟΛΙΑ (625, 1433, 962, 1465)
headline: Ο κ. ΑΛΛΑΜΑΝΗΣ ΠΡΟΘΥΜΟΣ ΝΑ ΑΠΟΔΕΧΘΗ ΤΗΝ ΠΡΟΤΑΘΕΙΣΑΝ ΜΕΣΗΝ ΛΥΣΙΝ ΠΡΟΣ ΠΛΗΡΩΣΙΝ ΤΩΝ ΚΕΝΩΝ ΜΗΤΡΟΠΟΛΕΩΝ (27, 1230, 378, 1275)
headline: ΑΝΤΑΡΤΑΙ ΤΟΥ ΠΕΡΟΥ ΕΦΟΝΕΥΣΑΝ ΔΕΚΑ ΙΝΔΙΑΝΟΥΣ (415, 1212, 595, 1240)
story-ere (8, 1512, 398, 1656)
story-uk-carriers (410, 1051, 600, 1202)
story-ulbricht (410, 0, 600, 161)
article-body: ΑΚΚΡΑ, 15. (Ρόυτερ).— Τὰ ἀφρικανικὰ κράτη ἐξέφρασαν τὴν ἀντίθεσίν των. (1383, 1642, 1560, 1664)
story-pope (410, 1352, 600, 1503)
article-body: ΑΜΒΟΥΡΓΟΝ, 15. (Γερμ. Πρακτ.).— Εἰς τὴν ἐφετεινὴν ἔκθεσιν ἐπιδεικνύονται ὅλα τὰ γυναικεῖα ἐπαγγέλματα. Ἡ ἔκθεσις θὰ διαρκέση ἐπὶ δέκα ἡμέρας. (1194, 1215, 1560, 1236)
article-body: ΑΘΗΝΑΙ, 15.— Ἡ ἐφημερὶς τῆς ΕΡΕ ἐπικρίνει σήμερον τὸν κ. Ἀλλαμανῆ διὰ τὴν στάσιν του εἰς τὸ ζήτημα τῆς Ἐκκλησίας. Ὁ κ. Παπαϊωάννου θὰ κλείση τὴν συζήτησιν εἰς τὴν Βουλήν. (8, 1545, 398, 1566)
article-body: ΠΟΛΙΣ ΤΟΥ ΒΑΤΙΚΑΝΟΥ, 15. (Ρόυτερ).— Ὁ Πάπας παρέλαβεν ὡς δῶρον τὰς χρυσᾶς κλείδας αὐτοκινήτου. (410, 1395, 600, 1427)
story-archaeology (1194, 862, 1560, 1172)
article-body: ΚΑΡΑΤΣΙ, 15. (Ρόυτερ).— Ὁ Πακιστανὸς πρόεδρος θὰ ὁμιλήση εἰς τὴν Γενικὴν Συνέλευσιν. (1383, 254, 1560, 286)
subhead: Η ΥΠΟΔΟΧΗ ΤΟΥ ΣΤΡΑΤΟΥ (639, 794, 764, 805)
story-architects (612, 1435, 975, 1574)
article-body: ΒΟΝΝΗ, 15. (Ἀσ. Πρέ.).— Ἡ βοήθεια πρὸς τὸ Νότιον Βιετνὰμ θὰ συνεχισθῆ. (800, 1020, 981, 1043)
story-worldbank (410, 543, 600, 681)
headline: ΔΥΟ ΕΓΚΛΗΜΑΤΙΑΙ ΣΥΝΕΛΗΦΘΗΣΑΝ ΕΙΣ ΝΕΑΝ ΥΟΡΚΗΝ (990, 1117, 1182, 1143)
